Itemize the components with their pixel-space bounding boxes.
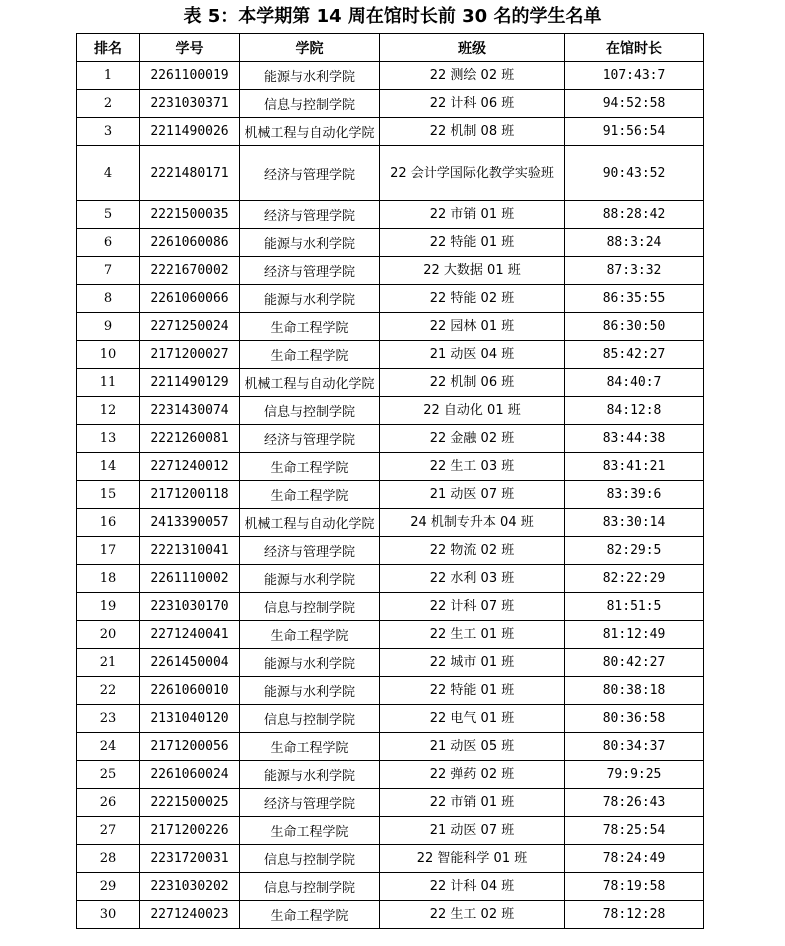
cell-college: 经济与管理学院 (240, 257, 380, 285)
cell-class: 22 会计学国际化教学实验班 (380, 146, 565, 201)
header-row (77, 34, 704, 62)
cell-student-id: 2271250024 (140, 313, 240, 341)
header-rank: 排名 (77, 34, 140, 62)
cell-student-id: 2171200226 (140, 817, 240, 845)
cell-rank: 23 (77, 705, 140, 733)
cell-hours: 79:9:25 (565, 761, 704, 789)
cell-college: 生命工程学院 (240, 341, 380, 369)
cell-student-id: 2271240023 (140, 901, 240, 929)
cell-hours: 87:3:32 (565, 257, 704, 285)
table-row (77, 705, 704, 733)
cell-hours: 78:26:43 (565, 789, 704, 817)
cell-class: 22 园林 01 班 (380, 313, 565, 341)
cell-student-id: 2221480171 (140, 146, 240, 201)
table-row (77, 90, 704, 118)
cell-hours: 86:35:55 (565, 285, 704, 313)
cell-college: 经济与管理学院 (240, 537, 380, 565)
table-row (77, 593, 704, 621)
cell-class: 22 测绘 02 班 (380, 62, 565, 90)
cell-hours: 82:22:29 (565, 565, 704, 593)
cell-rank: 22 (77, 677, 140, 705)
cell-class: 22 市销 01 班 (380, 201, 565, 229)
cell-class: 22 生工 03 班 (380, 453, 565, 481)
cell-hours: 90:43:52 (565, 146, 704, 201)
cell-class: 22 大数据 01 班 (380, 257, 565, 285)
table-row (77, 425, 704, 453)
cell-college: 信息与控制学院 (240, 845, 380, 873)
header-college: 学院 (240, 34, 380, 62)
cell-student-id: 2261060024 (140, 761, 240, 789)
cell-student-id: 2221310041 (140, 537, 240, 565)
cell-class: 22 特能 01 班 (380, 229, 565, 257)
header-class: 班级 (380, 34, 565, 62)
cell-student-id: 2211490026 (140, 118, 240, 146)
cell-hours: 107:43:7 (565, 62, 704, 90)
table-row (77, 62, 704, 90)
table-row (77, 257, 704, 285)
cell-college: 生命工程学院 (240, 901, 380, 929)
cell-rank: 26 (77, 789, 140, 817)
cell-student-id: 2171200118 (140, 481, 240, 509)
table-caption: 表 5：本学期第 14 周在馆时长前 30 名的学生名单 (183, 6, 602, 27)
cell-college: 能源与水利学院 (240, 677, 380, 705)
table-row (77, 341, 704, 369)
cell-rank: 28 (77, 845, 140, 873)
cell-rank: 25 (77, 761, 140, 789)
cell-class: 22 弹药 02 班 (380, 761, 565, 789)
cell-student-id: 2231720031 (140, 845, 240, 873)
cell-student-id: 2413390057 (140, 509, 240, 537)
table-row (77, 118, 704, 146)
cell-rank: 24 (77, 733, 140, 761)
cell-college: 能源与水利学院 (240, 761, 380, 789)
cell-college: 经济与管理学院 (240, 201, 380, 229)
table-row (77, 817, 704, 845)
cell-rank: 15 (77, 481, 140, 509)
cell-student-id: 2231430074 (140, 397, 240, 425)
cell-rank: 9 (77, 313, 140, 341)
table-row (77, 229, 704, 257)
table-row (77, 453, 704, 481)
cell-class: 22 智能科学 01 班 (380, 845, 565, 873)
cell-student-id: 2221260081 (140, 425, 240, 453)
cell-rank: 4 (77, 146, 140, 201)
cell-rank: 11 (77, 369, 140, 397)
cell-student-id: 2231030371 (140, 90, 240, 118)
cell-class: 22 电气 01 班 (380, 705, 565, 733)
cell-rank: 17 (77, 537, 140, 565)
cell-student-id: 2131040120 (140, 705, 240, 733)
cell-college: 生命工程学院 (240, 313, 380, 341)
cell-student-id: 2221670002 (140, 257, 240, 285)
cell-hours: 83:41:21 (565, 453, 704, 481)
cell-class: 22 市销 01 班 (380, 789, 565, 817)
cell-student-id: 2261110002 (140, 565, 240, 593)
cell-college: 机械工程与自动化学院 (240, 369, 380, 397)
cell-hours: 88:28:42 (565, 201, 704, 229)
cell-student-id: 2171200056 (140, 733, 240, 761)
cell-class: 22 计科 06 班 (380, 90, 565, 118)
table-row (77, 649, 704, 677)
cell-class: 22 生工 02 班 (380, 901, 565, 929)
cell-class: 22 物流 02 班 (380, 537, 565, 565)
cell-hours: 80:38:18 (565, 677, 704, 705)
cell-rank: 29 (77, 873, 140, 901)
cell-hours: 78:19:58 (565, 873, 704, 901)
cell-class: 21 动医 04 班 (380, 341, 565, 369)
cell-rank: 8 (77, 285, 140, 313)
cell-college: 生命工程学院 (240, 453, 380, 481)
cell-student-id: 2261100019 (140, 62, 240, 90)
cell-class: 22 机制 06 班 (380, 369, 565, 397)
table-row (77, 146, 704, 201)
table-row (77, 481, 704, 509)
table-row (77, 537, 704, 565)
cell-college: 信息与控制学院 (240, 90, 380, 118)
cell-student-id: 2211490129 (140, 369, 240, 397)
cell-class: 22 特能 01 班 (380, 677, 565, 705)
cell-rank: 14 (77, 453, 140, 481)
cell-college: 经济与管理学院 (240, 789, 380, 817)
table-row (77, 733, 704, 761)
cell-college: 生命工程学院 (240, 733, 380, 761)
cell-hours: 84:12:8 (565, 397, 704, 425)
cell-rank: 30 (77, 901, 140, 929)
cell-rank: 12 (77, 397, 140, 425)
cell-hours: 83:44:38 (565, 425, 704, 453)
cell-student-id: 2271240012 (140, 453, 240, 481)
cell-rank: 27 (77, 817, 140, 845)
table-row (77, 285, 704, 313)
cell-student-id: 2231030170 (140, 593, 240, 621)
cell-class: 22 水利 03 班 (380, 565, 565, 593)
cell-rank: 6 (77, 229, 140, 257)
cell-hours: 81:12:49 (565, 621, 704, 649)
cell-hours: 85:42:27 (565, 341, 704, 369)
cell-class: 22 机制 08 班 (380, 118, 565, 146)
header-student-id: 学号 (140, 34, 240, 62)
cell-college: 信息与控制学院 (240, 705, 380, 733)
table-row (77, 845, 704, 873)
cell-rank: 10 (77, 341, 140, 369)
cell-class: 22 计科 04 班 (380, 873, 565, 901)
cell-class: 22 计科 07 班 (380, 593, 565, 621)
table-row (77, 761, 704, 789)
cell-student-id: 2221500025 (140, 789, 240, 817)
cell-class: 21 动医 07 班 (380, 817, 565, 845)
header-hours: 在馆时长 (565, 34, 704, 62)
cell-student-id: 2261060010 (140, 677, 240, 705)
table-row (77, 509, 704, 537)
table-row (77, 201, 704, 229)
cell-class: 22 金融 02 班 (380, 425, 565, 453)
cell-college: 生命工程学院 (240, 481, 380, 509)
cell-class: 22 城市 01 班 (380, 649, 565, 677)
cell-rank: 13 (77, 425, 140, 453)
table-row (77, 313, 704, 341)
cell-hours: 78:12:28 (565, 901, 704, 929)
cell-rank: 18 (77, 565, 140, 593)
cell-hours: 83:39:6 (565, 481, 704, 509)
table-row (77, 789, 704, 817)
cell-hours: 81:51:5 (565, 593, 704, 621)
cell-college: 机械工程与自动化学院 (240, 118, 380, 146)
cell-hours: 83:30:14 (565, 509, 704, 537)
cell-college: 经济与管理学院 (240, 425, 380, 453)
cell-class: 22 生工 01 班 (380, 621, 565, 649)
cell-hours: 80:34:37 (565, 733, 704, 761)
cell-student-id: 2271240041 (140, 621, 240, 649)
library-hours-table (76, 33, 704, 929)
cell-college: 能源与水利学院 (240, 62, 380, 90)
cell-hours: 88:3:24 (565, 229, 704, 257)
cell-hours: 78:25:54 (565, 817, 704, 845)
table-row (77, 369, 704, 397)
cell-college: 信息与控制学院 (240, 873, 380, 901)
cell-college: 生命工程学院 (240, 621, 380, 649)
table-row (77, 397, 704, 425)
cell-college: 能源与水利学院 (240, 285, 380, 313)
cell-hours: 84:40:7 (565, 369, 704, 397)
cell-hours: 80:42:27 (565, 649, 704, 677)
cell-college: 能源与水利学院 (240, 229, 380, 257)
table-row (77, 565, 704, 593)
cell-class: 22 特能 02 班 (380, 285, 565, 313)
table-row (77, 621, 704, 649)
cell-rank: 5 (77, 201, 140, 229)
cell-rank: 2 (77, 90, 140, 118)
cell-hours: 78:24:49 (565, 845, 704, 873)
cell-hours: 82:29:5 (565, 537, 704, 565)
cell-class: 21 动医 05 班 (380, 733, 565, 761)
cell-class: 21 动医 07 班 (380, 481, 565, 509)
cell-student-id: 2261060066 (140, 285, 240, 313)
cell-rank: 21 (77, 649, 140, 677)
cell-class: 22 自动化 01 班 (380, 397, 565, 425)
cell-student-id: 2171200027 (140, 341, 240, 369)
table-row (77, 873, 704, 901)
cell-college: 能源与水利学院 (240, 649, 380, 677)
cell-college: 能源与水利学院 (240, 565, 380, 593)
table-row (77, 901, 704, 929)
cell-student-id: 2261060086 (140, 229, 240, 257)
cell-rank: 7 (77, 257, 140, 285)
cell-hours: 91:56:54 (565, 118, 704, 146)
cell-hours: 80:36:58 (565, 705, 704, 733)
cell-hours: 86:30:50 (565, 313, 704, 341)
cell-college: 信息与控制学院 (240, 397, 380, 425)
cell-college: 经济与管理学院 (240, 146, 380, 201)
cell-rank: 3 (77, 118, 140, 146)
cell-rank: 16 (77, 509, 140, 537)
cell-college: 信息与控制学院 (240, 593, 380, 621)
cell-student-id: 2261450004 (140, 649, 240, 677)
table-row (77, 677, 704, 705)
cell-college: 生命工程学院 (240, 817, 380, 845)
cell-student-id: 2231030202 (140, 873, 240, 901)
table-body (77, 62, 704, 929)
cell-hours: 94:52:58 (565, 90, 704, 118)
cell-rank: 20 (77, 621, 140, 649)
cell-rank: 1 (77, 62, 140, 90)
cell-rank: 19 (77, 593, 140, 621)
cell-class: 24 机制专升本 04 班 (380, 509, 565, 537)
cell-student-id: 2221500035 (140, 201, 240, 229)
cell-college: 机械工程与自动化学院 (240, 509, 380, 537)
